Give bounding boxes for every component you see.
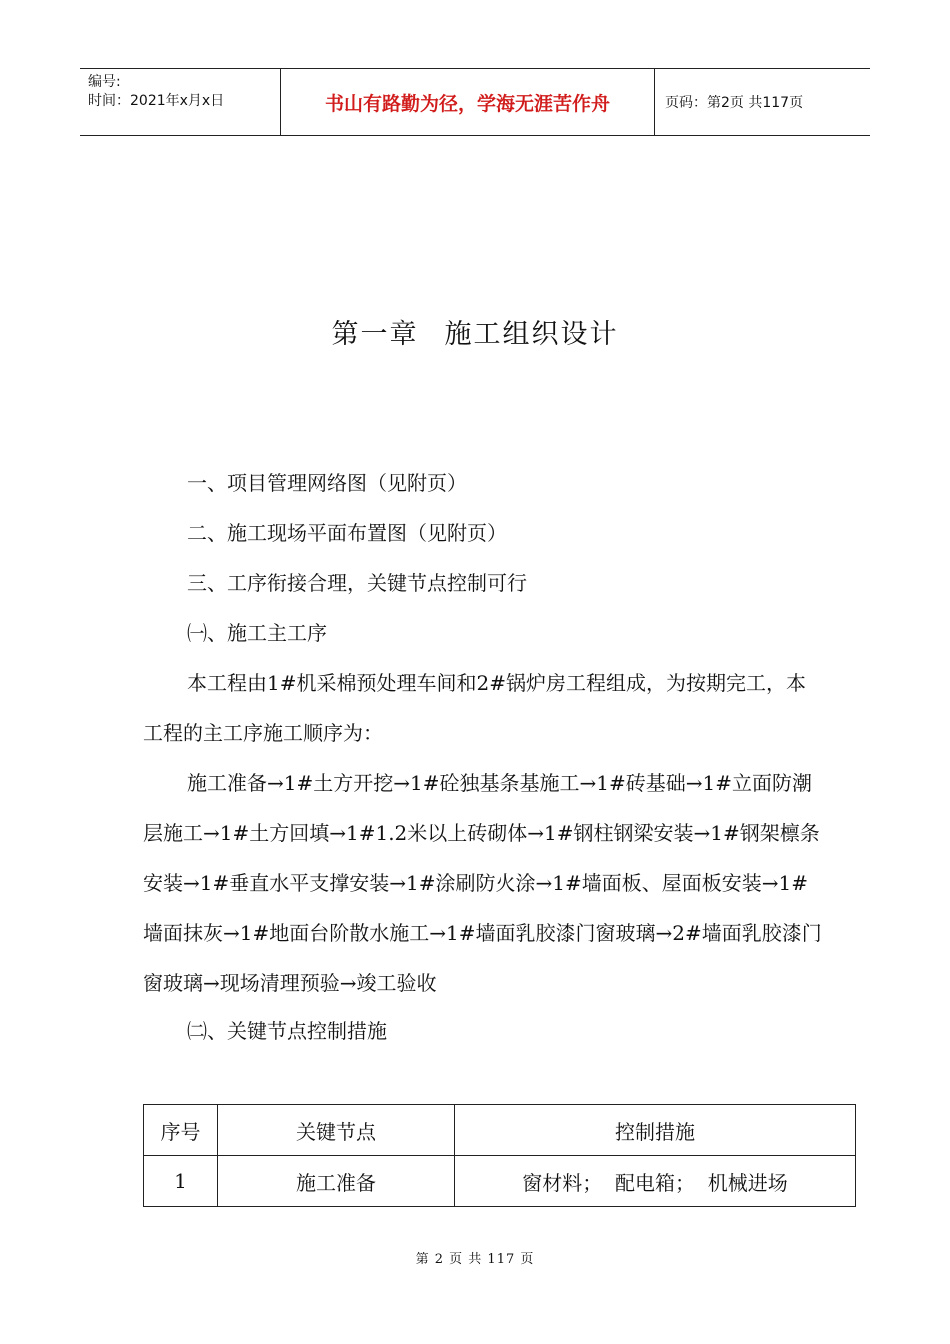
header-meta — [80, 69, 281, 135]
table-header-cell: 序号 — [144, 1105, 218, 1156]
chapter-title — [0, 312, 950, 351]
header-motto: 书山有路勤为径，学海无涯苦作舟 — [281, 69, 655, 135]
subsection-heading-1: ㈠、施工主工序 — [187, 621, 327, 645]
control-measures-table — [143, 1104, 856, 1207]
document-number: 编号: — [88, 74, 121, 90]
subsection-heading-2: ㈡、关键节点控制措施 — [187, 1019, 387, 1043]
chapter-name: 施工组织设计 — [444, 319, 619, 350]
table-header-row — [144, 1105, 856, 1156]
table-cell: 窗材料； 配电箱； 机械进场 — [455, 1156, 856, 1207]
section-heading-2: 二、施工现场平面布置图（见附页） — [187, 521, 507, 545]
table-row — [144, 1156, 856, 1207]
page-footer: 第 2 页 共 117 页 — [415, 1252, 535, 1267]
document-date: 时间：2021年x月x日 — [88, 93, 225, 109]
table-header-cell: 控制措施 — [455, 1105, 856, 1156]
page-header — [80, 68, 870, 136]
section-heading-1: 一、项目管理网络图（见附页） — [187, 471, 467, 495]
table-cell: 施工准备 — [218, 1156, 455, 1207]
table-cell: 1 — [144, 1156, 218, 1207]
paragraph-project-overview: 本工程由1#机采棉预处理车间和2#锅炉房工程组成，为按期完工，本工程的主工序施工顺序为： — [143, 671, 806, 745]
paragraph-work-sequence: 施工准备→1#土方开挖→1#砼独基条基施工→1#砖基础→1#立面防潮层施工→1#土方回填→1#1.2米以上砖砌体→1#钢柱钢梁安装→1#钢架檩条安装→1#垂直水平支撑安装→1#涂刷防火涂→1#墙面板、屋面板安装→1#墙面抹灰→1#地面台阶散水施工→1#墙面乳胶漆门窗玻璃→2#墙面乳胶漆门窗玻璃→现场清理预验→竣工验收 — [143, 771, 822, 995]
header-page-info: 页码：第2页 共117页 — [665, 95, 804, 111]
table-header-cell: 关键节点 — [218, 1105, 455, 1156]
chapter-number: 第一章 — [331, 319, 419, 350]
section-heading-3: 三、工序衔接合理，关键节点控制可行 — [187, 571, 527, 595]
